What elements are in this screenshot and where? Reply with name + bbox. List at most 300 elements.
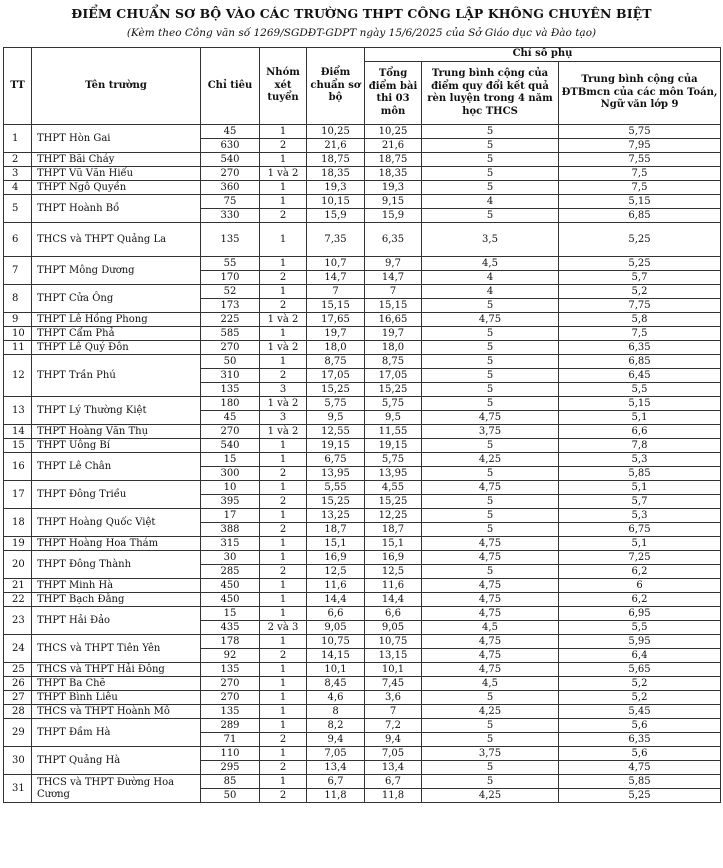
avg-conduct-cell: 5 xyxy=(422,327,559,341)
avg-conduct-cell: 3,75 xyxy=(422,425,559,439)
total-cell: 15,1 xyxy=(365,537,422,551)
school-name-cell: THPT Uông Bí xyxy=(32,439,201,453)
tt-cell: 10 xyxy=(4,327,32,341)
group-cell: 1 xyxy=(260,355,307,369)
score-cell: 10,25 xyxy=(307,125,365,139)
score-cell: 13,4 xyxy=(307,761,365,775)
quota-cell: 92 xyxy=(201,649,260,663)
quota-cell: 225 xyxy=(201,313,260,327)
avg-conduct-cell: 5 xyxy=(422,383,559,397)
score-cell: 10,75 xyxy=(307,635,365,649)
school-name-cell: THPT Ba Chẽ xyxy=(32,677,201,691)
school-name-cell: THPT Lê Quý Đôn xyxy=(32,341,201,355)
avg-subjects-cell: 5,85 xyxy=(559,467,721,481)
group-cell: 1 xyxy=(260,635,307,649)
avg-conduct-cell: 5 xyxy=(422,495,559,509)
group-cell: 1 xyxy=(260,195,307,209)
avg-subjects-cell: 6,35 xyxy=(559,733,721,747)
avg-subjects-cell: 6 xyxy=(559,579,721,593)
group-cell: 2 xyxy=(260,139,307,153)
table-row xyxy=(4,705,721,719)
total-cell: 18,0 xyxy=(365,341,422,355)
group-cell: 1 và 2 xyxy=(260,313,307,327)
school-name-cell: THPT Trần Phú xyxy=(32,355,201,397)
avg-conduct-cell: 4 xyxy=(422,195,559,209)
avg-conduct-cell: 4,75 xyxy=(422,481,559,495)
avg-conduct-cell: 4,25 xyxy=(422,453,559,467)
quota-cell: 135 xyxy=(201,223,260,257)
score-cell: 7 xyxy=(307,285,365,299)
school-name-cell: THPT Hoàng Quốc Việt xyxy=(32,509,201,537)
score-cell: 18,75 xyxy=(307,153,365,167)
score-cell: 6,6 xyxy=(307,607,365,621)
total-cell: 12,5 xyxy=(365,565,422,579)
total-cell: 13,15 xyxy=(365,649,422,663)
tt-cell: 15 xyxy=(4,439,32,453)
avg-subjects-cell: 6,85 xyxy=(559,209,721,223)
group-cell: 1 xyxy=(260,537,307,551)
score-cell: 14,7 xyxy=(307,271,365,285)
group-cell: 1 xyxy=(260,439,307,453)
avg-conduct-cell: 5 xyxy=(422,719,559,733)
total-cell: 7,05 xyxy=(365,747,422,761)
score-cell: 10,1 xyxy=(307,663,365,677)
group-cell: 1 xyxy=(260,551,307,565)
tt-cell: 30 xyxy=(4,747,32,775)
table-row xyxy=(4,509,721,523)
group-cell: 2 và 3 xyxy=(260,621,307,635)
avg-conduct-cell: 5 xyxy=(422,369,559,383)
total-cell: 18,7 xyxy=(365,523,422,537)
quota-cell: 285 xyxy=(201,565,260,579)
school-name-cell: THPT Hoàng Hoa Thám xyxy=(32,537,201,551)
score-cell: 19,3 xyxy=(307,181,365,195)
group-cell: 2 xyxy=(260,789,307,803)
total-cell: 9,4 xyxy=(365,733,422,747)
score-cell: 17,05 xyxy=(307,369,365,383)
total-cell: 14,4 xyxy=(365,593,422,607)
quota-cell: 270 xyxy=(201,677,260,691)
avg-subjects-cell: 5,75 xyxy=(559,125,721,139)
school-name-cell: THPT Quảng Hà xyxy=(32,747,201,775)
score-cell: 6,75 xyxy=(307,453,365,467)
tt-cell: 19 xyxy=(4,537,32,551)
avg-conduct-cell: 5 xyxy=(422,181,559,195)
table-row xyxy=(4,453,721,467)
score-cell: 8,2 xyxy=(307,719,365,733)
tt-cell: 5 xyxy=(4,195,32,223)
school-name-cell: THPT Cửa Ông xyxy=(32,285,201,313)
quota-cell: 388 xyxy=(201,523,260,537)
total-cell: 15,15 xyxy=(365,299,422,313)
quota-cell: 178 xyxy=(201,635,260,649)
avg-subjects-cell: 5,5 xyxy=(559,621,721,635)
avg-conduct-cell: 4,75 xyxy=(422,649,559,663)
school-name-cell: THCS và THPT Tiên Yên xyxy=(32,635,201,663)
quota-cell: 585 xyxy=(201,327,260,341)
table-row xyxy=(4,327,721,341)
group-cell: 2 xyxy=(260,209,307,223)
avg-subjects-cell: 7,95 xyxy=(559,139,721,153)
school-name-cell: THPT Bình Liêu xyxy=(32,691,201,705)
group-cell: 1 xyxy=(260,223,307,257)
quota-cell: 289 xyxy=(201,719,260,733)
total-cell: 19,7 xyxy=(365,327,422,341)
tt-cell: 29 xyxy=(4,719,32,747)
avg-subjects-cell: 5,6 xyxy=(559,719,721,733)
total-cell: 9,7 xyxy=(365,257,422,271)
score-cell: 15,1 xyxy=(307,537,365,551)
table-row xyxy=(4,677,721,691)
group-cell: 1 xyxy=(260,453,307,467)
avg-subjects-cell: 7,8 xyxy=(559,439,721,453)
tt-cell: 20 xyxy=(4,551,32,579)
score-cell: 11,8 xyxy=(307,789,365,803)
score-cell: 12,55 xyxy=(307,425,365,439)
group-cell: 1 và 2 xyxy=(260,425,307,439)
school-name-cell: THPT Hải Đảo xyxy=(32,607,201,635)
avg-subjects-cell: 5,1 xyxy=(559,411,721,425)
avg-subjects-cell: 5,15 xyxy=(559,397,721,411)
school-name-cell: THPT Lê Chân xyxy=(32,453,201,481)
table-row xyxy=(4,747,721,761)
group-cell: 1 xyxy=(260,509,307,523)
score-cell: 7,05 xyxy=(307,747,365,761)
score-cell: 15,25 xyxy=(307,495,365,509)
document-subtitle: (Kèm theo Công văn số 1269/SGDĐT-GDPT ngày 15/6/2025 của Sở Giáo dục và Đào tạo) xyxy=(126,27,597,39)
avg-subjects-cell: 7,25 xyxy=(559,551,721,565)
school-name-cell: THCS và THPT Quảng La xyxy=(32,223,201,257)
school-name-cell: THPT Hoành Bồ xyxy=(32,195,201,223)
tt-cell: 12 xyxy=(4,355,32,397)
group-cell: 1 xyxy=(260,663,307,677)
quota-cell: 135 xyxy=(201,383,260,397)
tt-cell: 16 xyxy=(4,453,32,481)
header-tt: TT xyxy=(4,48,32,125)
total-cell: 16,65 xyxy=(365,313,422,327)
avg-subjects-cell: 6,6 xyxy=(559,425,721,439)
header-aux: Chỉ số phụ xyxy=(365,48,721,62)
group-cell: 1 xyxy=(260,481,307,495)
tt-cell: 8 xyxy=(4,285,32,313)
score-cell: 12,5 xyxy=(307,565,365,579)
tt-cell: 27 xyxy=(4,691,32,705)
avg-conduct-cell: 4 xyxy=(422,271,559,285)
quota-cell: 45 xyxy=(201,125,260,139)
avg-conduct-cell: 4,5 xyxy=(422,257,559,271)
avg-conduct-cell: 5 xyxy=(422,509,559,523)
tt-cell: 9 xyxy=(4,313,32,327)
quota-cell: 295 xyxy=(201,761,260,775)
avg-conduct-cell: 4,75 xyxy=(422,579,559,593)
avg-conduct-cell: 4,75 xyxy=(422,635,559,649)
avg-subjects-cell: 7,75 xyxy=(559,299,721,313)
quota-cell: 135 xyxy=(201,663,260,677)
group-cell: 1 xyxy=(260,593,307,607)
total-cell: 5,75 xyxy=(365,397,422,411)
total-cell: 9,5 xyxy=(365,411,422,425)
avg-subjects-cell: 5,65 xyxy=(559,663,721,677)
score-cell: 16,9 xyxy=(307,551,365,565)
avg-conduct-cell: 4,25 xyxy=(422,705,559,719)
table-row xyxy=(4,663,721,677)
quota-cell: 270 xyxy=(201,691,260,705)
score-cell: 15,25 xyxy=(307,383,365,397)
school-name-cell: THPT Cẩm Phả xyxy=(32,327,201,341)
quota-cell: 270 xyxy=(201,167,260,181)
score-cell: 10,15 xyxy=(307,195,365,209)
total-cell: 7,45 xyxy=(365,677,422,691)
total-cell: 17,05 xyxy=(365,369,422,383)
group-cell: 2 xyxy=(260,299,307,313)
table-row xyxy=(4,691,721,705)
score-cell: 5,75 xyxy=(307,397,365,411)
tt-cell: 26 xyxy=(4,677,32,691)
avg-subjects-cell: 5,2 xyxy=(559,285,721,299)
avg-conduct-cell: 4,5 xyxy=(422,677,559,691)
avg-conduct-cell: 5 xyxy=(422,691,559,705)
tt-cell: 28 xyxy=(4,705,32,719)
score-cell: 6,7 xyxy=(307,775,365,789)
tt-cell: 11 xyxy=(4,341,32,355)
quota-cell: 330 xyxy=(201,209,260,223)
tt-cell: 18 xyxy=(4,509,32,537)
score-cell: 4,6 xyxy=(307,691,365,705)
group-cell: 2 xyxy=(260,649,307,663)
quota-cell: 15 xyxy=(201,607,260,621)
total-cell: 12,25 xyxy=(365,509,422,523)
avg-conduct-cell: 4,75 xyxy=(422,411,559,425)
group-cell: 1 xyxy=(260,705,307,719)
score-cell: 14,15 xyxy=(307,649,365,663)
avg-conduct-cell: 5 xyxy=(422,467,559,481)
avg-subjects-cell: 5,7 xyxy=(559,495,721,509)
quota-cell: 50 xyxy=(201,355,260,369)
group-cell: 1 và 2 xyxy=(260,397,307,411)
avg-subjects-cell: 5,2 xyxy=(559,691,721,705)
avg-conduct-cell: 4,75 xyxy=(422,663,559,677)
quota-cell: 173 xyxy=(201,299,260,313)
tt-cell: 6 xyxy=(4,223,32,257)
avg-conduct-cell: 5 xyxy=(422,397,559,411)
tt-cell: 17 xyxy=(4,481,32,509)
table-row xyxy=(4,481,721,495)
header-avg-subjects: Trung bình cộng của ĐTBmcn của các môn Toán, Ngữ văn lớp 9 xyxy=(559,62,721,125)
group-cell: 3 xyxy=(260,383,307,397)
group-cell: 2 xyxy=(260,271,307,285)
table-row xyxy=(4,537,721,551)
group-cell: 2 xyxy=(260,495,307,509)
avg-subjects-cell: 6,95 xyxy=(559,607,721,621)
table-row xyxy=(4,257,721,271)
school-name-cell: THPT Hòn Gai xyxy=(32,125,201,153)
header-score: Điểm chuẩn sơ bộ xyxy=(307,48,365,125)
avg-conduct-cell: 5 xyxy=(422,355,559,369)
school-name-cell: THPT Bãi Cháy xyxy=(32,153,201,167)
tt-cell: 25 xyxy=(4,663,32,677)
quota-cell: 310 xyxy=(201,369,260,383)
total-cell: 14,7 xyxy=(365,271,422,285)
avg-subjects-cell: 5,8 xyxy=(559,313,721,327)
total-cell: 15,25 xyxy=(365,383,422,397)
quota-cell: 360 xyxy=(201,181,260,195)
group-cell: 2 xyxy=(260,369,307,383)
quota-cell: 50 xyxy=(201,789,260,803)
table-row xyxy=(4,607,721,621)
school-name-cell: THCS và THPT Hải Đông xyxy=(32,663,201,677)
avg-subjects-cell: 5,5 xyxy=(559,383,721,397)
avg-subjects-cell: 6,35 xyxy=(559,341,721,355)
total-cell: 11,6 xyxy=(365,579,422,593)
tt-cell: 21 xyxy=(4,579,32,593)
tt-cell: 23 xyxy=(4,607,32,635)
school-name-cell: THCS và THPT Đường Hoa Cương xyxy=(32,775,201,803)
quota-cell: 630 xyxy=(201,139,260,153)
total-cell: 13,95 xyxy=(365,467,422,481)
table-row xyxy=(4,195,721,209)
table-row xyxy=(4,579,721,593)
tt-cell: 4 xyxy=(4,181,32,195)
tt-cell: 31 xyxy=(4,775,32,803)
avg-subjects-cell: 5,95 xyxy=(559,635,721,649)
quota-cell: 300 xyxy=(201,467,260,481)
group-cell: 1 xyxy=(260,677,307,691)
quota-cell: 540 xyxy=(201,153,260,167)
avg-subjects-cell: 6,2 xyxy=(559,593,721,607)
table-row xyxy=(4,425,721,439)
total-cell: 13,4 xyxy=(365,761,422,775)
avg-subjects-cell: 7,5 xyxy=(559,327,721,341)
quota-cell: 395 xyxy=(201,495,260,509)
score-cell: 8 xyxy=(307,705,365,719)
total-cell: 6,35 xyxy=(365,223,422,257)
avg-subjects-cell: 6,85 xyxy=(559,355,721,369)
tt-cell: 24 xyxy=(4,635,32,663)
table-row xyxy=(4,313,721,327)
score-cell: 9,4 xyxy=(307,733,365,747)
group-cell: 2 xyxy=(260,467,307,481)
group-cell: 1 xyxy=(260,691,307,705)
group-cell: 1 xyxy=(260,181,307,195)
score-cell: 18,35 xyxy=(307,167,365,181)
document-title: ĐIỂM CHUẨN SƠ BỘ VÀO CÁC TRƯỜNG THPT CÔNG LẬP KHÔNG CHUYÊN BIỆT xyxy=(71,6,652,21)
avg-conduct-cell: 5 xyxy=(422,439,559,453)
avg-subjects-cell: 5,25 xyxy=(559,257,721,271)
total-cell: 7,2 xyxy=(365,719,422,733)
quota-cell: 45 xyxy=(201,411,260,425)
group-cell: 1 xyxy=(260,775,307,789)
quota-cell: 85 xyxy=(201,775,260,789)
avg-conduct-cell: 5 xyxy=(422,125,559,139)
score-cell: 14,4 xyxy=(307,593,365,607)
score-cell: 9,5 xyxy=(307,411,365,425)
school-name-cell: THPT Bạch Đằng xyxy=(32,593,201,607)
score-cell: 17,65 xyxy=(307,313,365,327)
quota-cell: 110 xyxy=(201,747,260,761)
avg-conduct-cell: 5 xyxy=(422,299,559,313)
school-name-cell: THPT Vũ Văn Hiếu xyxy=(32,167,201,181)
quota-cell: 15 xyxy=(201,453,260,467)
avg-conduct-cell: 5 xyxy=(422,733,559,747)
group-cell: 1 và 2 xyxy=(260,167,307,181)
group-cell: 1 xyxy=(260,257,307,271)
avg-conduct-cell: 4,75 xyxy=(422,551,559,565)
avg-subjects-cell: 5,3 xyxy=(559,509,721,523)
group-cell: 2 xyxy=(260,733,307,747)
school-name-cell: THPT Hoàng Văn Thụ xyxy=(32,425,201,439)
total-cell: 19,3 xyxy=(365,181,422,195)
quota-cell: 10 xyxy=(201,481,260,495)
school-name-cell: THPT Lê Hồng Phong xyxy=(32,313,201,327)
total-cell: 6,7 xyxy=(365,775,422,789)
total-cell: 9,15 xyxy=(365,195,422,209)
total-cell: 16,9 xyxy=(365,551,422,565)
table-row xyxy=(4,167,721,181)
total-cell: 8,75 xyxy=(365,355,422,369)
score-cell: 19,7 xyxy=(307,327,365,341)
avg-subjects-cell: 5,85 xyxy=(559,775,721,789)
avg-subjects-cell: 6,75 xyxy=(559,523,721,537)
header-avg-conduct: Trung bình cộng của điểm quy đổi kết quả rèn luyện trong 4 năm học THCS xyxy=(422,62,559,125)
avg-subjects-cell: 5,7 xyxy=(559,271,721,285)
avg-conduct-cell: 5 xyxy=(422,209,559,223)
quota-cell: 55 xyxy=(201,257,260,271)
avg-conduct-cell: 4,5 xyxy=(422,621,559,635)
score-cell: 8,75 xyxy=(307,355,365,369)
score-cell: 15,15 xyxy=(307,299,365,313)
school-name-cell: THPT Lý Thường Kiệt xyxy=(32,397,201,425)
avg-conduct-cell: 5 xyxy=(422,775,559,789)
table-row xyxy=(4,181,721,195)
score-cell: 9,05 xyxy=(307,621,365,635)
group-cell: 1 và 2 xyxy=(260,341,307,355)
score-cell: 8,45 xyxy=(307,677,365,691)
group-cell: 1 xyxy=(260,125,307,139)
table-row xyxy=(4,635,721,649)
school-name-cell: THPT Mông Dương xyxy=(32,257,201,285)
avg-subjects-cell: 5,15 xyxy=(559,195,721,209)
tt-cell: 7 xyxy=(4,257,32,285)
avg-subjects-cell: 7,5 xyxy=(559,181,721,195)
score-cell: 11,6 xyxy=(307,579,365,593)
quota-cell: 170 xyxy=(201,271,260,285)
table-row xyxy=(4,341,721,355)
table-row xyxy=(4,397,721,411)
score-cell: 18,7 xyxy=(307,523,365,537)
table-row xyxy=(4,125,721,139)
header-quota: Chỉ tiêu xyxy=(201,48,260,125)
table-row xyxy=(4,593,721,607)
quota-cell: 17 xyxy=(201,509,260,523)
total-cell: 15,25 xyxy=(365,495,422,509)
quota-cell: 71 xyxy=(201,733,260,747)
quota-cell: 52 xyxy=(201,285,260,299)
total-cell: 11,8 xyxy=(365,789,422,803)
avg-subjects-cell: 7,5 xyxy=(559,167,721,181)
avg-subjects-cell: 5,3 xyxy=(559,453,721,467)
group-cell: 1 xyxy=(260,607,307,621)
group-cell: 1 xyxy=(260,719,307,733)
table-row xyxy=(4,285,721,299)
avg-conduct-cell: 3,5 xyxy=(422,223,559,257)
avg-subjects-cell: 5,45 xyxy=(559,705,721,719)
avg-subjects-cell: 7,55 xyxy=(559,153,721,167)
group-cell: 2 xyxy=(260,523,307,537)
avg-subjects-cell: 5,1 xyxy=(559,537,721,551)
school-name-cell: THCS và THPT Hoành Mô xyxy=(32,705,201,719)
avg-conduct-cell: 5 xyxy=(422,523,559,537)
quota-cell: 315 xyxy=(201,537,260,551)
